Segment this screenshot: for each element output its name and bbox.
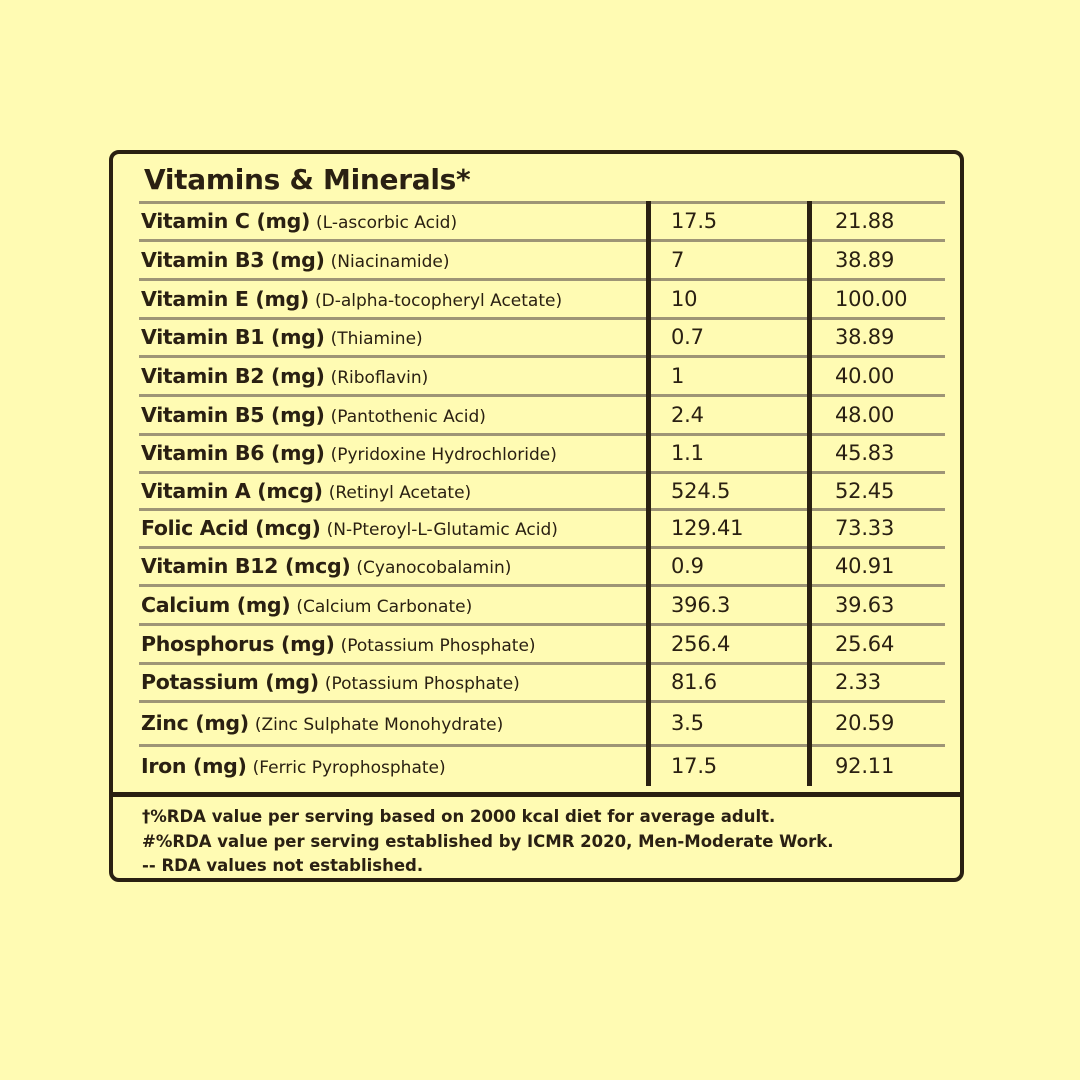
footnote-rda-kcal: †%RDA value per serving based on 2000 kcal diet for average adult. [142, 807, 776, 826]
nutrient-name: Folic Acid (mcg) (N-Pteroyl-L-Glutamic Acid) [141, 516, 558, 540]
amount-per-serving: 17.5 [671, 209, 717, 233]
nutrient-source: (Zinc Sulphate Monohydrate) [254, 715, 504, 735]
rda-percent: 52.45 [835, 479, 895, 503]
nutrient-name: Iron (mg) (Ferric Pyrophosphate) [141, 754, 446, 778]
amount-per-serving: 10 [671, 287, 698, 311]
rda-percent: 2.33 [835, 670, 881, 694]
rda-percent: 38.89 [835, 325, 895, 349]
footer-divider [113, 792, 960, 797]
amount-per-serving: 2.4 [671, 403, 704, 427]
rda-percent: 38.89 [835, 248, 895, 272]
amount-per-serving: 17.5 [671, 754, 717, 778]
nutrient-name: Vitamin B2 (mg) (Riboflavin) [141, 364, 429, 388]
table-row [113, 281, 960, 320]
table-row [113, 320, 960, 358]
nutrient-source: (Niacinamide) [330, 252, 450, 272]
rda-percent: 21.88 [835, 209, 895, 233]
amount-per-serving: 1 [671, 364, 685, 388]
table-row [113, 397, 960, 436]
table-row [113, 511, 960, 549]
amount-per-serving: 129.41 [671, 516, 744, 540]
nutrient-source: (Ferric Pyrophosphate) [252, 758, 446, 778]
amount-per-serving: 0.7 [671, 325, 704, 349]
nutrient-name: Vitamin A (mcg) (Retinyl Acetate) [141, 479, 472, 503]
amount-per-serving: 0.9 [671, 554, 704, 578]
rda-percent: 100.00 [835, 287, 908, 311]
table-row [113, 587, 960, 626]
nutrient-name: Vitamin C (mg) (L-ascorbic Acid) [141, 209, 458, 233]
amount-per-serving: 396.3 [671, 593, 731, 617]
nutrient-source: (Pantothenic Acid) [330, 407, 486, 427]
nutrient-name: Phosphorus (mg) (Potassium Phosphate) [141, 632, 536, 656]
nutrient-source: (Cyanocobalamin) [356, 558, 512, 578]
rda-percent: 48.00 [835, 403, 895, 427]
table-row [113, 703, 960, 747]
table-row [113, 436, 960, 474]
table-row [113, 626, 960, 665]
rda-percent: 40.00 [835, 364, 895, 388]
rda-percent: 73.33 [835, 516, 895, 540]
amount-per-serving: 1.1 [671, 441, 704, 465]
rda-percent: 39.63 [835, 593, 895, 617]
amount-per-serving: 3.5 [671, 711, 704, 735]
rda-percent: 45.83 [835, 441, 895, 465]
table-row [113, 549, 960, 587]
nutrient-source: (D-alpha-tocopheryl Acetate) [315, 291, 563, 311]
nutrient-name: Vitamin B5 (mg) (Pantothenic Acid) [141, 403, 486, 427]
column-divider-amount [646, 201, 651, 786]
nutrient-name: Potassium (mg) (Potassium Phosphate) [141, 670, 520, 694]
amount-per-serving: 524.5 [671, 479, 731, 503]
nutrient-name: Zinc (mg) (Zinc Sulphate Monohydrate) [141, 711, 504, 735]
amount-per-serving: 81.6 [671, 670, 717, 694]
nutrient-name: Vitamin B3 (mg) (Niacinamide) [141, 248, 450, 272]
rda-percent: 92.11 [835, 754, 895, 778]
nutrient-source: (Thiamine) [330, 329, 423, 349]
amount-per-serving: 256.4 [671, 632, 731, 656]
nutrient-source: (Pyridoxine Hydrochloride) [330, 445, 557, 465]
table-row [113, 474, 960, 511]
nutrition-panel [109, 150, 964, 882]
rda-percent: 40.91 [835, 554, 895, 578]
nutrient-source: (Riboflavin) [330, 368, 429, 388]
table-row [113, 358, 960, 397]
amount-per-serving: 7 [671, 248, 685, 272]
footnote-rda-not-established: -- RDA values not established. [142, 856, 424, 875]
rda-percent: 25.64 [835, 632, 895, 656]
nutrient-name: Vitamin E (mg) (D-alpha-tocopheryl Acetate) [141, 287, 563, 311]
nutrient-source: (Retinyl Acetate) [328, 483, 472, 503]
nutrient-source: (N-Pteroyl-L-Glutamic Acid) [326, 520, 558, 540]
nutrient-name: Calcium (mg) (Calcium Carbonate) [141, 593, 473, 617]
table-row [113, 204, 960, 242]
nutrient-source: (L-ascorbic Acid) [316, 213, 458, 233]
table-row [113, 665, 960, 703]
column-divider-rda [807, 201, 812, 786]
nutrient-name: Vitamin B12 (mcg) (Cyanocobalamin) [141, 554, 512, 578]
nutrient-name: Vitamin B6 (mg) (Pyridoxine Hydrochloride) [141, 441, 557, 465]
table-row [113, 747, 960, 789]
rda-percent: 20.59 [835, 711, 895, 735]
table-row [113, 242, 960, 281]
footnote-rda-icmr: #%RDA value per serving established by ICMR 2020, Men-Moderate Work. [142, 832, 834, 851]
nutrient-source: (Calcium Carbonate) [296, 597, 473, 617]
nutrient-name: Vitamin B1 (mg) (Thiamine) [141, 325, 423, 349]
nutrient-source: (Potassium Phosphate) [324, 674, 520, 694]
nutrient-source: (Potassium Phosphate) [340, 636, 536, 656]
panel-title: Vitamins & Minerals* [144, 163, 471, 196]
